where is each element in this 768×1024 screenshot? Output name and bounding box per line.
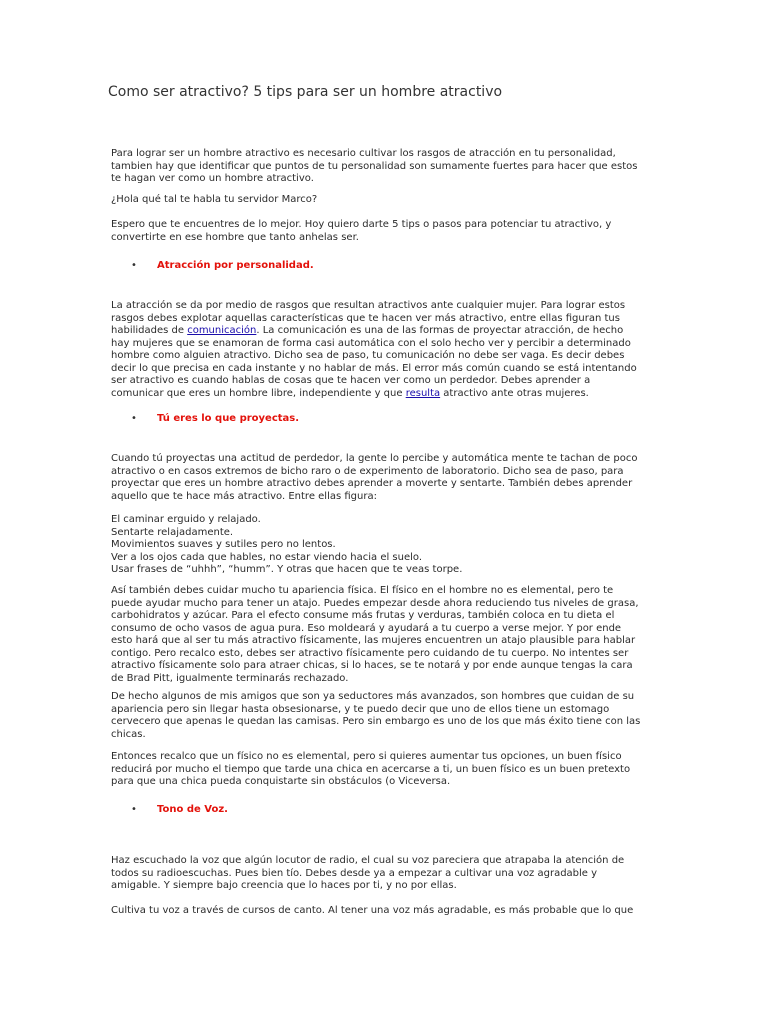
text-line: rasgos debes explotar aquellas características que te hacen ver más atractivo, entre ellas figuran tus [111, 312, 620, 324]
text-line: Así también debes cuidar mucho tu apariencia física. El físico en el hombre no es elemental, pero te [111, 585, 614, 596]
text-line: todos su radioescuchas. Pues bien tío. Debes desde ya a empezar a cultivar una voz agradable y [111, 867, 598, 879]
bullet-heading-label: Atracción por personalidad. [157, 260, 314, 271]
list-item: Movimientos suaves y sutiles pero no lentos. [111, 539, 336, 550]
link-comunicacion[interactable]: comunicación [187, 325, 257, 336]
text-line: reducirá por mucho el tiempo que tarde una chica en acercarse a ti, un buen físico es un buen pretexto [111, 763, 631, 775]
text-line: ser atractivo es cuando hablas de cosas que te hacen ver como un perdedor. Debes aprender a [111, 375, 591, 386]
text-line: hombre como alguien atractivo. Dicho sea de paso, tu comunicación no debe ser vaga. Es decir debes [111, 350, 625, 361]
bullet-heading-label: Tono de Voz. [157, 804, 228, 815]
list-item: Sentarte relajadamente. [111, 526, 234, 538]
text-fragment: comunicar que eres un hombre libre, independiente y que [111, 387, 406, 399]
text-line: hay mujeres que se enamoran de forma casi automática con el solo hecho ver y percibir a determinado [111, 337, 631, 349]
text-line [111, 388, 659, 401]
intro-paragraph-3 [111, 219, 659, 244]
bullet-icon: • [131, 413, 137, 424]
text-line: Para lograr ser un hombre atractivo es necesario cultivar los rasgos de atracción en tu personalidad, [111, 148, 616, 159]
text-line: Entonces recalco que un físico no es elemental, pero si quieres aumentar tus opciones, un buen físico [111, 751, 622, 762]
text-fragment: atractivo ante otras mujeres. [440, 387, 589, 399]
text-line: te hagan ver como un hombre atractivo. [111, 173, 314, 184]
text-line: ¿Hola qué tal te habla tu servidor Marco? [111, 194, 318, 205]
text-fragment: habilidades de [111, 325, 188, 336]
text-line [111, 325, 659, 338]
text-line: Haz escuchado la voz que algún locutor de radio, el cual su voz pareciera que atrapaba la atención de [111, 855, 625, 866]
section-1-paragraph [111, 300, 659, 400]
text-line: convertirte en ese hombre que tanto anhelas ser. [111, 231, 359, 243]
text-line: apariencia pero sin llegar hasta obsesionarse, y te puedo decir que uno de ellos tiene un estomago [111, 703, 610, 715]
section-3-paragraph-1 [111, 855, 659, 893]
text-fragment: . La comunicación es una de las formas de proyectar atracción, de hecho [256, 325, 624, 336]
bullet-heading-label: Tú eres lo que proyectas. [157, 413, 300, 424]
list-item: Ver a los ojos cada que hables, no estar viendo hacia el suelo. [111, 551, 423, 563]
text-line: atractivo o en casos extremos de bicho raro o de experimento de laboratorio. Dicho sea de paso, para [111, 465, 624, 477]
section-2-list [111, 514, 659, 577]
section-2-paragraph-1 [111, 453, 659, 503]
text-line: De hecho algunos de mis amigos que son ya seductores más avanzados, son hombres que cuidan de su [111, 691, 635, 702]
intro-paragraph-2 [111, 194, 659, 207]
text-line: Cuando tú proyectas una actitud de perdedor, la gente lo percibe y automática mente te tachan de poco [111, 453, 638, 464]
text-line: Cultiva tu voz a través de cursos de canto. Al tener una voz más agradable, es más probable que lo que [111, 905, 634, 916]
section-2-paragraph-2 [111, 585, 659, 685]
intro-paragraph-1 [111, 148, 659, 186]
text-line: atractivo físicamente solo para atraer chicas, si lo haces, se te notará y por ende aunque tengas la cara [111, 660, 633, 671]
bullet-icon: • [131, 804, 137, 815]
text-line: Espero que te encuentres de lo mejor. Hoy quiero darte 5 tips o pasos para potenciar tu atractivo, y [111, 219, 612, 230]
text-line: decir lo que precisa en cada instante y no hablar de más. El error más común cuando se está intentando [111, 362, 637, 374]
text-line: contigo. Pero recalco esto, debes ser atractivo físicamente pero cuidando de tu cuerpo. No intentes ser [111, 647, 629, 659]
text-line: para que una chica pueda conquistarte sin obstáculos (o Viceversa. [111, 776, 451, 787]
text-line: aquello que te hace más atractivo. Entre ellas figura: [111, 490, 377, 502]
text-line: consumo de ocho vasos de agua pura. Eso moldeará y ayudará a tu cuerpo a verse mejor. Y por ende [111, 622, 622, 634]
list-item: Usar frases de “uhhh”, “humm”. Y otras que hacen que te veas torpe. [111, 564, 463, 575]
link-resulta[interactable]: resulta [405, 387, 441, 399]
list-item: El caminar erguido y relajado. [111, 514, 261, 525]
text-line: puede ayudar mucho para tener un atajo. Puedes empezar desde ahora reduciendo tus niveles de grasa, [111, 597, 639, 609]
article-title: Como ser atractivo? 5 tips para ser un hombre atractivo [108, 84, 503, 100]
text-line: esto hará que al ser tu más atractivo físicamente, las mujeres encuentren un atajo plausible para hablar [111, 635, 636, 646]
bullet-icon: • [131, 260, 137, 271]
text-line: de Brad Pitt, igualmente terminarás rechazado. [111, 672, 349, 684]
text-line: amigable. Y siempre bajo creencia que lo haces por ti, y no por ellas. [111, 880, 457, 891]
text-line: carbohidratos y azúcar. Para el efecto consume más frutas y verduras, también coloca en tu dieta el [111, 610, 615, 621]
section-2-paragraph-3 [111, 691, 659, 741]
text-line: La atracción se da por medio de rasgos que resultan atractivos ante cualquier mujer. Para lograr estos [111, 300, 626, 311]
text-line: cervecero que apenas le quedan las camisas. Pero sin embargo es uno de los que más éxito tiene con las [111, 716, 641, 727]
text-line: chicas. [111, 728, 146, 740]
bullet-heading-projection [131, 413, 299, 424]
text-line: tambien hay que identificar que puntos de tu personalidad son sumamente fuertes para hacer que estos [111, 160, 638, 172]
section-3-paragraph-2 [111, 905, 659, 918]
text-line: proyectar que eres un hombre atractivo debes aprender a moverte y sentarte. También debes aprender [111, 478, 633, 489]
bullet-heading-personality [131, 260, 314, 271]
bullet-heading-voice [131, 804, 228, 815]
section-2-paragraph-4 [111, 751, 659, 789]
